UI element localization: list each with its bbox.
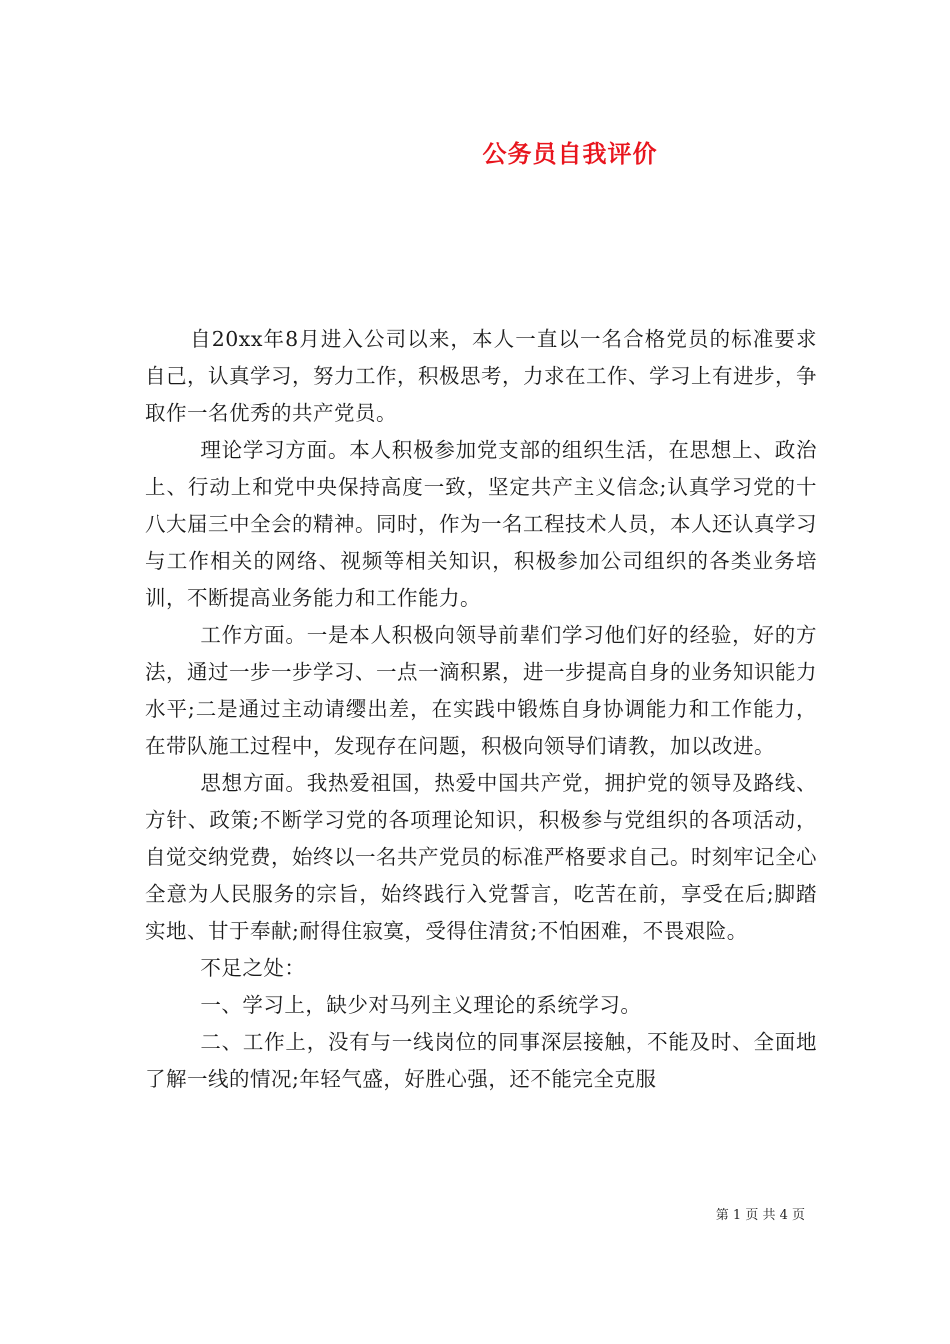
paragraph-shortcomings-heading: 不足之处： — [200, 956, 306, 980]
paragraph-shortcoming-2: 二、工作上，没有与一线岗位的同事深层接触，不能及时、全面地了解一线的情况;年轻气盛，好胜心强，还不能完全克服 — [145, 1030, 817, 1091]
document-body — [145, 321, 817, 1098]
paragraph-theory-study: 理论学习方面。本人积极参加党支部的组织生活，在思想上、政治上、行动上和党中央保持高度一致，坚定共产主义信念;认真学习党的十八大届三中全会的精神。同时，作为一名工程技术人员，本人还认真学习与工作相关的网络、视频等相关知识，积极参加公司组织的各类业务培训，不断提高业务能力和工作能力。 — [145, 438, 817, 610]
page-number: 第 1 页 共 4 页 — [715, 1208, 805, 1223]
document-title: 公务员自我评价 — [482, 139, 658, 168]
page-footer — [716, 1204, 805, 1223]
paragraph-work: 工作方面。一是本人积极向领导前辈们学习他们好的经验，好的方法，通过一步一步学习、一点一滴积累，进一步提高自身的业务知识能力水平;二是通过主动请缨出差，在实践中锻炼自身协调能力和工作能力，在带队施工过程中，发现存在问题，积极向领导们请教，加以改进。 — [145, 623, 817, 758]
paragraph-intro: 自20xx年8月进入公司以来，本人一直以一名合格党员的标准要求自己，认真学习，努力工作，积极思考，力求在工作、学习上有进步，争取作一名优秀的共产党员。 — [145, 327, 817, 425]
paragraph-shortcoming-1: 一、学习上，缺少对马列主义理论的系统学习。 — [200, 993, 642, 1017]
paragraph-thought: 思想方面。我热爱祖国，热爱中国共产党，拥护党的领导及路线、方针、政策;不断学习党的各项理论知识，积极参与党组织的各项活动，自觉交纳党费，始终以一名共产党员的标准严格要求自己。时刻牢记全心全意为人民服务的宗旨，始终践行入党誓言，吃苦在前，享受在后;脚踏实地、甘于奉献;耐得住寂寞，受得住清贫;不怕困难，不畏艰险。 — [145, 771, 817, 943]
